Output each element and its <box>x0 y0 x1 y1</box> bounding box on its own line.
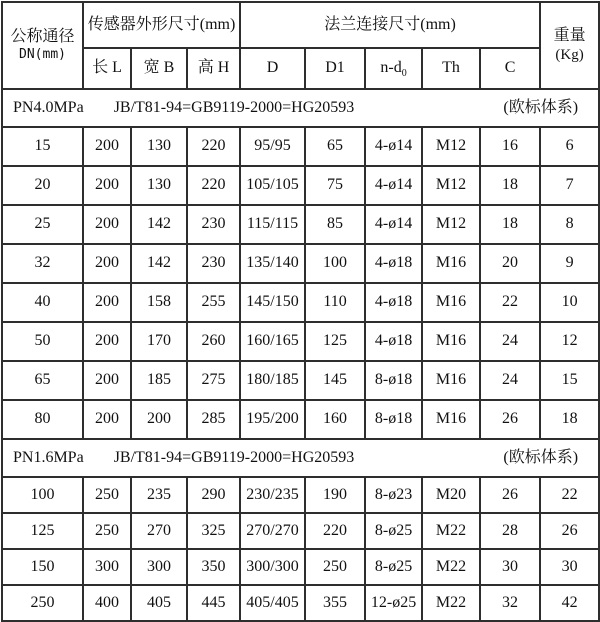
table-cell: 30 <box>480 549 540 585</box>
table-cell: 26 <box>480 477 540 513</box>
table-cell: 170 <box>131 322 187 361</box>
table-cell: 190 <box>305 477 365 513</box>
table-cell: 250 <box>305 549 365 585</box>
table-row <box>2 127 599 166</box>
table-cell: M16 <box>422 322 480 361</box>
table-cell: 12-ø25 <box>365 585 422 621</box>
table-cell: 325 <box>187 513 240 549</box>
table-cell: 7 <box>540 166 599 205</box>
header-sensor-group: 传感器外形尺寸(mm) <box>83 2 240 48</box>
table-cell: 200 <box>83 205 131 244</box>
table-cell: 15 <box>2 127 83 166</box>
table-cell: M22 <box>422 513 480 549</box>
header-flange-group: 法兰连接尺寸(mm) <box>240 2 540 48</box>
header-weight-line2: (Kg) <box>555 47 584 64</box>
table-cell: 4-ø14 <box>365 205 422 244</box>
table-cell: 145 <box>305 361 365 400</box>
table-cell: 150 <box>2 549 83 585</box>
table-cell: 270/270 <box>240 513 305 549</box>
table-row <box>2 400 599 439</box>
table-row <box>2 477 599 513</box>
table-cell: 18 <box>480 205 540 244</box>
table-cell: 6 <box>540 127 599 166</box>
table-cell: 100 <box>2 477 83 513</box>
table-cell: 42 <box>540 585 599 621</box>
table-cell: 145/150 <box>240 283 305 322</box>
header-dn <box>2 2 83 89</box>
table-cell: 250 <box>2 585 83 621</box>
header-weight-line1: 重量 <box>553 26 586 44</box>
table-cell: 4-ø14 <box>365 166 422 205</box>
table-cell: 230 <box>187 205 240 244</box>
table-cell: 270 <box>131 513 187 549</box>
table-cell: 8-ø23 <box>365 477 422 513</box>
table-cell: 220 <box>305 513 365 549</box>
table-cell: 26 <box>540 513 599 549</box>
table-row <box>2 244 599 283</box>
table-cell: 4-ø18 <box>365 244 422 283</box>
table-cell: M20 <box>422 477 480 513</box>
table-cell: 12 <box>540 322 599 361</box>
section-system-label: (欧标体系) <box>503 448 579 466</box>
table-cell: 200 <box>83 400 131 439</box>
table-cell: 290 <box>187 477 240 513</box>
table-cell: 195/200 <box>240 400 305 439</box>
section-standard-label: JB/T81-94=GB9119-2000=HG20593 <box>113 448 355 466</box>
table-cell: 20 <box>480 244 540 283</box>
table-cell: 405 <box>131 585 187 621</box>
table-row <box>2 549 599 585</box>
table-cell: 200 <box>83 244 131 283</box>
header-col-d: D <box>240 48 305 89</box>
table-cell: 180/185 <box>240 361 305 400</box>
table-cell: 8-ø25 <box>365 513 422 549</box>
header-col-c: C <box>480 48 540 89</box>
table-cell: 100 <box>305 244 365 283</box>
table-cell: 130 <box>131 166 187 205</box>
table-cell: 400 <box>83 585 131 621</box>
table-cell: M16 <box>422 244 480 283</box>
table-cell: 300 <box>131 549 187 585</box>
table-cell: M16 <box>422 361 480 400</box>
table-cell: 105/105 <box>240 166 305 205</box>
table-cell: 24 <box>480 361 540 400</box>
table-cell: M22 <box>422 585 480 621</box>
table-cell: 25 <box>2 205 83 244</box>
table-cell: 10 <box>540 283 599 322</box>
table-cell: 115/115 <box>240 205 305 244</box>
section-row <box>2 89 599 127</box>
table-cell: 350 <box>187 549 240 585</box>
table-cell: 405/405 <box>240 585 305 621</box>
header-dn-line2: DN(mm) <box>19 47 66 63</box>
header-dn-line1: 公称通径 <box>10 27 75 45</box>
table-cell: 250 <box>83 513 131 549</box>
spec-table <box>1 1 600 622</box>
table-cell: 95/95 <box>240 127 305 166</box>
header-row-subcols <box>2 48 599 89</box>
table-row <box>2 585 599 621</box>
table-cell: 85 <box>305 205 365 244</box>
header-row-groups <box>2 2 599 48</box>
table-cell: 200 <box>131 400 187 439</box>
table-cell: 18 <box>540 400 599 439</box>
table-cell: 230/235 <box>240 477 305 513</box>
table-cell: 65 <box>2 361 83 400</box>
table-cell: 28 <box>480 513 540 549</box>
table-cell: M16 <box>422 400 480 439</box>
header-weight <box>540 2 599 89</box>
table-cell: 32 <box>480 585 540 621</box>
table-cell: 50 <box>2 322 83 361</box>
table-cell: 4-ø18 <box>365 322 422 361</box>
table-row <box>2 205 599 244</box>
table-cell: 160 <box>305 400 365 439</box>
header-col-height: 高 H <box>187 48 240 89</box>
table-cell: 235 <box>131 477 187 513</box>
table-cell: 260 <box>187 322 240 361</box>
table-cell: 200 <box>83 322 131 361</box>
table-cell: 8 <box>540 205 599 244</box>
table-cell: 355 <box>305 585 365 621</box>
table-cell: M22 <box>422 549 480 585</box>
section-cell <box>2 89 599 127</box>
table-cell: M12 <box>422 166 480 205</box>
table-cell: 285 <box>187 400 240 439</box>
section-standard-label: JB/T81-94=GB9119-2000=HG20593 <box>113 98 355 116</box>
header-col-n-d0: $n-d_0$ <box>365 48 422 89</box>
section-cell <box>2 439 599 477</box>
table-cell: 40 <box>2 283 83 322</box>
table-cell: 22 <box>540 477 599 513</box>
table-cell: 8-ø18 <box>365 361 422 400</box>
table-cell: 142 <box>131 244 187 283</box>
table-cell: 30 <box>540 549 599 585</box>
table-cell: 185 <box>131 361 187 400</box>
table-cell: 65 <box>305 127 365 166</box>
table-cell: 4-ø14 <box>365 127 422 166</box>
table-cell: 125 <box>2 513 83 549</box>
table-cell: 110 <box>305 283 365 322</box>
section-system-label: (欧标体系) <box>503 98 579 116</box>
header-col-length: 长 L <box>83 48 131 89</box>
header-col-th: Th <box>422 48 480 89</box>
table-cell: 220 <box>187 127 240 166</box>
table-cell: 125 <box>305 322 365 361</box>
table-row <box>2 361 599 400</box>
table-cell: 130 <box>131 127 187 166</box>
table-cell: 200 <box>83 166 131 205</box>
table-cell: M12 <box>422 127 480 166</box>
table-cell: 80 <box>2 400 83 439</box>
table-cell: 300 <box>83 549 131 585</box>
table-cell: 8-ø18 <box>365 400 422 439</box>
table-row <box>2 283 599 322</box>
table-cell: 26 <box>480 400 540 439</box>
table-cell: 135/140 <box>240 244 305 283</box>
table-cell: 275 <box>187 361 240 400</box>
table-cell: 32 <box>2 244 83 283</box>
section-pressure-label: PN4.0MPa <box>13 98 84 116</box>
section-row <box>2 439 599 477</box>
table-cell: 142 <box>131 205 187 244</box>
table-cell: 24 <box>480 322 540 361</box>
table-cell: 20 <box>2 166 83 205</box>
table-row <box>2 513 599 549</box>
section-pressure-label: PN1.6MPa <box>13 448 84 466</box>
table-cell: 220 <box>187 166 240 205</box>
table-cell: M16 <box>422 283 480 322</box>
table-cell: 250 <box>83 477 131 513</box>
table-cell: 445 <box>187 585 240 621</box>
table-cell: 230 <box>187 244 240 283</box>
table-cell: 16 <box>480 127 540 166</box>
header-col-d1: D1 <box>305 48 365 89</box>
table-cell: 75 <box>305 166 365 205</box>
table-cell: 18 <box>480 166 540 205</box>
table-cell: 300/300 <box>240 549 305 585</box>
table-row <box>2 322 599 361</box>
table-cell: 200 <box>83 283 131 322</box>
table-cell: 22 <box>480 283 540 322</box>
table-cell: 15 <box>540 361 599 400</box>
table-cell: 9 <box>540 244 599 283</box>
table-cell: 4-ø18 <box>365 283 422 322</box>
header-col-width: 宽 B <box>131 48 187 89</box>
table-cell: 200 <box>83 361 131 400</box>
table-cell: 158 <box>131 283 187 322</box>
table-cell: 200 <box>83 127 131 166</box>
table-cell: 160/165 <box>240 322 305 361</box>
table-cell: 255 <box>187 283 240 322</box>
table-row <box>2 166 599 205</box>
table-cell: 8-ø25 <box>365 549 422 585</box>
table-cell: M12 <box>422 205 480 244</box>
